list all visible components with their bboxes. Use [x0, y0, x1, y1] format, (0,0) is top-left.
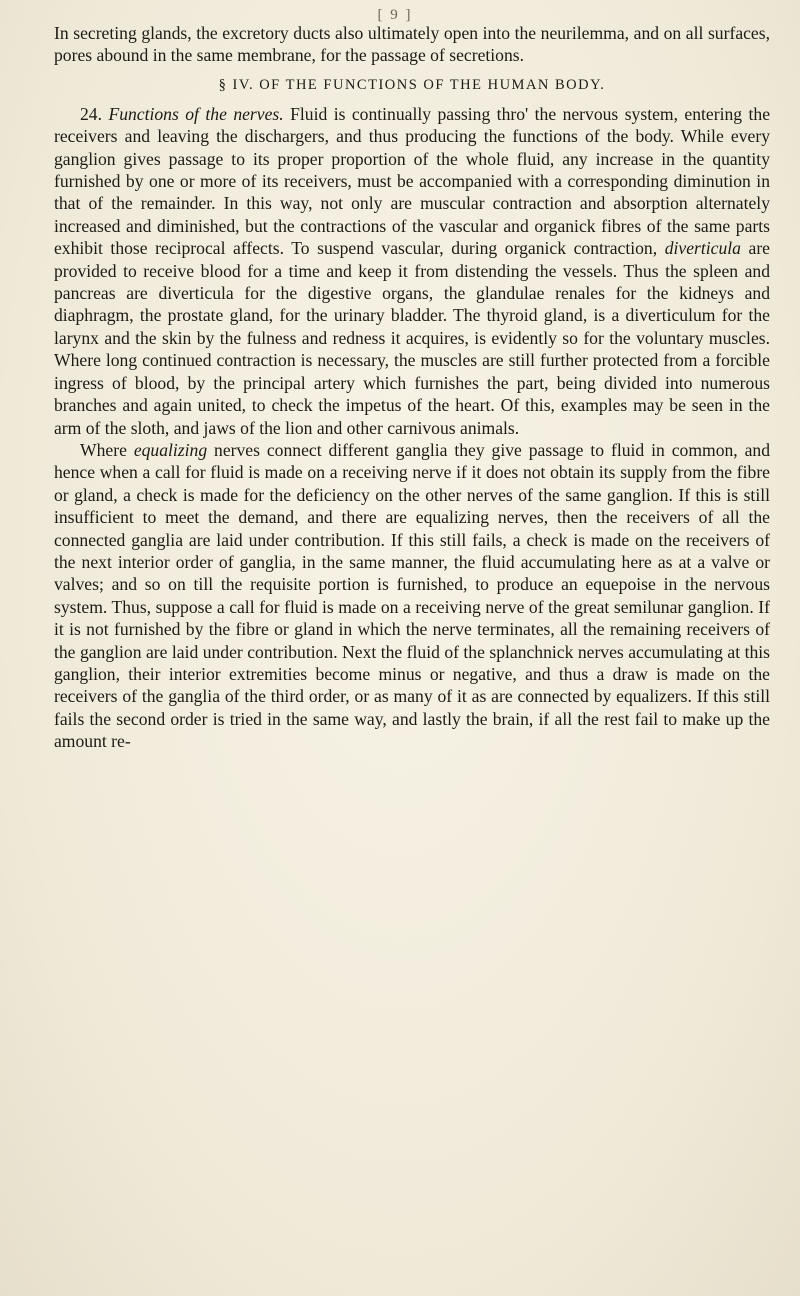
term-diverticula: diverticula	[664, 238, 741, 259]
paragraph-24-text-continued: are provided to receive blood for a time and keep it from distending the vessels. Thus the spleen and pancreas are diverticula for the digestive organs, the glandulae renales for the kidneys and diaphragm, the prostate gland, for the urinary bladder. The thyroid gland, is a diverticulum for the larynx and the skin by the fulness and redness it acquires, is evidently so for the voluntary muscles. Where long continued contraction is necessary, the muscles are still further protected from a forcible ingress of blood, by the principal artery which furnishes the part, being divided into numerous branches and again united, to check the impetus of the heart. Of this, examples may be seen in the arm of the sloth, and jaws of the lion and other carnivous animals.	[54, 238, 770, 438]
term-equalizing: equalizing	[133, 439, 208, 460]
paragraph-number: 24.	[80, 103, 102, 124]
page-text	[54, 22, 770, 753]
paragraph-24	[54, 103, 770, 439]
page-number: [ 9 ]	[377, 7, 413, 23]
paragraph-equalizing-text: nerves connect different ganglia they give passage to fluid in common, and hence when a call for fluid is made on a receiving nerve if it does not obtain its supply from the fibre or gland, a check is made for the deficiency on the other nerves of the same ganglion. If this is still insufficient to meet the demand, and there are equalizing nerves, then the receivers of all the connected ganglia are laid under contribution. If this still fails, a check is made on the receivers of the next interior order of ganglia, in the same manner, the fluid accumulating here as at a valve or valves; and so on till the requisite portion is furnished, to produce an equepoise in the nervous system. Thus, suppose a call for fluid is made on a receiving nerve of the great semilunar ganglion. If it is not furnished by the fibre or gland in which the nerve terminates, all the remaining receivers of the ganglion are laid under contribution. Next the fluid of the splanchnick nerves accumulating at this ganglion, their interior extremities become minus or negative, and thus a draw is made on the receivers of the ganglia of the third order, or as many of it as are connected by equalizers. If this still fails the second order is tried in the same way, and lastly the brain, if all the rest fail to make up the amount re-	[54, 439, 770, 752]
paragraph-lead-word: Where	[80, 439, 127, 460]
opening-paragraph: In secreting glands, the excretory ducts also ultimately open into the neurilemma, and on all surfaces, pores abound in the same membrane, for the passage of secretions.	[54, 23, 770, 66]
paragraph-24-text: Fluid is continually passing thro' the nervous system, entering the receivers and leaving the dischargers, and thus producing the functions of the body. While every ganglion gives passage to its proper proportion of the whole fluid, any increase in the quantity furnished by one or more of its receivers, must be accompanied with a corresponding diminution in that of the remainder. In this way, not only are muscular contraction and absorption alternately increased and diminished, but the contractions of the vascular and organick fibres of the same parts exhibit those reciprocal affects. To suspend vascular, during organick contraction,	[54, 103, 771, 259]
paragraph-label: Functions of the nerves.	[108, 103, 284, 124]
section-heading: § IV. OF THE FUNCTIONS OF THE HUMAN BODY.	[218, 76, 606, 93]
paragraph-equalizing-nerves	[54, 439, 770, 753]
